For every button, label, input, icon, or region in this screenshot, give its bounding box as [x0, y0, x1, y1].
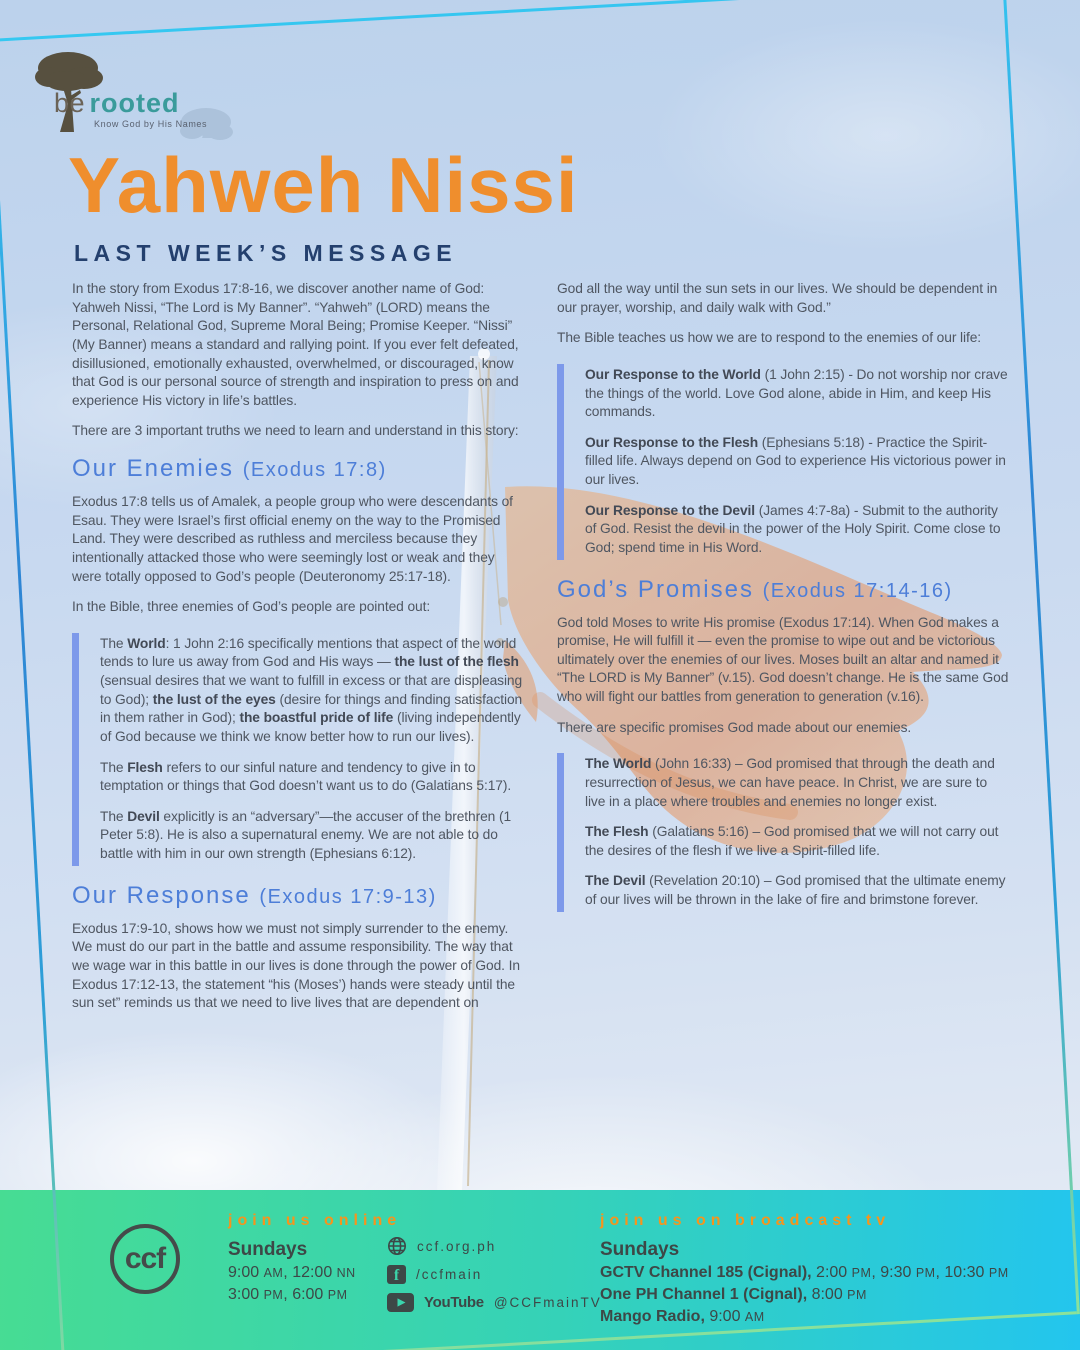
- page-subtitle: LAST WEEK’S MESSAGE: [74, 240, 458, 266]
- paragraph: God all the way until the sun sets in our lives. We should be dependent in our prayer, worship, and daily walk with God.”: [557, 281, 998, 315]
- broadcast-row-gctv: GCTV Channel 185 (Cignal), 2:00 PM, 9:30 PM, 10:30 PM: [600, 1264, 1009, 1281]
- globe-icon: [387, 1236, 407, 1256]
- broadcast-day: Sundays: [600, 1239, 680, 1260]
- paragraph: The Bible teaches us how we are to respond to the enemies of our life:: [557, 330, 982, 346]
- website-url: ccf.org.ph: [417, 1238, 497, 1254]
- brand-tagline: Know God by His Names: [94, 119, 208, 129]
- online-times-2: 3:00 PM, 6:00 PM: [228, 1286, 348, 1303]
- quote-paragraph-devil: Our Response to the Devil (James 4:7-8a) - Submit to the authority of God. Resist the devil in the power of the Holy Spirit. Come close to God; spend time in His Word.: [585, 502, 1001, 555]
- heading-reference: (Exodus 17:8): [242, 459, 387, 481]
- be-rooted-logo: [34, 46, 254, 146]
- broadcast-row-mango: Mango Radio, 9:00 AM: [600, 1308, 765, 1325]
- section-heading-our-response: [72, 882, 525, 910]
- website-link[interactable]: [387, 1236, 602, 1256]
- join-us-online-heading: join us online: [228, 1212, 402, 1229]
- left-column: [72, 280, 525, 1025]
- quote-paragraph-flesh: The Flesh refers to our sinful nature and tendency to give in to temptation or things that God doesn’t want us to do (Galatians 5:17).: [100, 759, 512, 794]
- right-column: [557, 280, 1010, 1025]
- paragraph: God told Moses to write His promise (Exodus 17:14). When God makes a promise, He will fulfill it — even the promise to wipe out and be victorious ultimately over the enemies of our lives. Moses built an altar and named it “The LORD is My Banner” (v.15). God doesn’t change. He is the same God who will fight our battles from generation to generation (v.16).: [557, 614, 1009, 704]
- paragraph: In the story from Exodus 17:8-16, we discover another name of God: Yahweh Nissi, “The Lord is My Banner”. “Yahweh” (LORD) means the Personal, Relational God, Supreme Moral Being; Promise Keeper. “Nissi” (My Banner) means a standard and rallying point. If you ever felt defeated, disillusioned, emotionally exhausted, overwhelmed, or discouraged, know that God is our personal source of strength and inspiration to press on and experience His victory in life’s battles.: [72, 281, 519, 408]
- youtube-wordmark: YouTube: [424, 1294, 484, 1311]
- paragraph: Exodus 17:9-10, shows how we must not simply surrender to the enemy. We must do our part in the battle and assume responsibility. The way that we wage war in this battle in our lives is done through the power of God. In Exodus 17:12-13, the statement “his (Moses’) hands were steady until the sun set” reminds us that we need to live lives that are dependent on: [72, 920, 520, 1011]
- join-us-online-block: [228, 1212, 401, 1308]
- quote-paragraph-world: The World (John 16:33) – God promised that through the death and resurrection of Jesus, we can have peace. In Christ, we are sure to live in a place where troubles and enemies no longer exist.: [585, 756, 995, 809]
- facebook-icon: f: [387, 1265, 406, 1284]
- youtube-handle: @CCFmainTV: [493, 1295, 602, 1310]
- heading-text: Our Response: [72, 881, 251, 909]
- quote-paragraph-world: Our Response to the World (1 John 2:15) - Do not worship nor crave the things of the world. Love God alone, abide in Him, and keep His commands.: [585, 366, 1008, 420]
- youtube-icon: [387, 1293, 414, 1312]
- broadcast-row-oneph: One PH Channel 1 (Cignal), 8:00 PM: [600, 1286, 867, 1303]
- footer: [0, 1190, 1080, 1350]
- join-us-broadcast-heading: join us on broadcast tv: [600, 1212, 891, 1229]
- quote-paragraph-world: The World: 1 John 2:16 specifically mentions that aspect of the world tends to lure us away from God and His ways — the lust of the flesh (sensual desires that we want to fulfill in excess or that are displeasing to God); the lust of the eyes (desire for things and finding satisfaction in them rather in God); the boastful pride of life (living independently of God because we think we know better how to run our lives).: [100, 635, 523, 744]
- page-title: Yahweh Nissi: [68, 141, 579, 229]
- article-columns: [72, 280, 1010, 1025]
- ccf-logo: [110, 1224, 180, 1294]
- quote-paragraph-devil: The Devil (Revelation 20:10) – God promised that the ultimate enemy of our lives will be thrown in the lake of fire and brimstone forever.: [585, 873, 1006, 907]
- youtube-link[interactable]: [387, 1293, 602, 1312]
- quote-block-promises: [557, 753, 1010, 911]
- ccf-logo-text: ccf: [124, 1242, 166, 1275]
- quote-paragraph-flesh: The Flesh (Galatians 5:16) – God promised that we will not carry out the desires of the flesh if we live a Spirit-filled life.: [585, 824, 999, 858]
- quote-block-responses: [557, 364, 1010, 560]
- brand-rooted: rooted: [89, 88, 180, 118]
- social-links: [387, 1236, 602, 1321]
- quote-paragraph-flesh: Our Response to the Flesh (Ephesians 5:18) - Practice the Spirit-filled life. Always depend on God to experience His victorious power in our lives.: [585, 434, 1006, 487]
- online-times-1: 9:00 AM, 12:00 NN: [228, 1264, 356, 1281]
- section-heading-gods-promises: [557, 576, 1010, 604]
- brand-wordmark: [54, 88, 180, 119]
- paragraph: In the Bible, three enemies of God’s people are pointed out:: [72, 599, 431, 615]
- heading-text: God’s Promises: [557, 575, 754, 603]
- section-heading-our-enemies: [72, 455, 525, 483]
- quote-paragraph-devil: The Devil explicitly is an “adversary”—the accuser of the brethren (1 Peter 5:8). He is also a supernatural enemy. We are not able to do battle with him in our own strength (Ephesians 6:12).: [100, 808, 512, 861]
- facebook-handle: /ccfmain: [416, 1267, 483, 1282]
- online-day: Sundays: [228, 1239, 308, 1260]
- heading-reference: (Exodus 17:9-13): [259, 885, 437, 908]
- brand-be: be: [54, 88, 86, 118]
- facebook-link[interactable]: [387, 1265, 602, 1284]
- join-us-broadcast-block: [600, 1212, 1009, 1330]
- heading-reference: (Exodus 17:14-16): [762, 579, 953, 602]
- heading-text: Our Enemies: [72, 455, 235, 482]
- paragraph: There are specific promises God made about our enemies.: [557, 719, 912, 735]
- paragraph: Exodus 17:8 tells us of Amalek, a people group who were descendants of Esau. They were Israel’s first official enemy on the way to the Promised Land. They were described as ruthless and merciless because they intentionally attacked those who were seemingly lost or weak and they were totally opposed to God’s people (Deuteronomy 25:17-18).: [72, 494, 513, 584]
- quote-block-enemies: [72, 633, 525, 866]
- paragraph: There are 3 important truths we need to learn and understand in this story:: [72, 423, 519, 439]
